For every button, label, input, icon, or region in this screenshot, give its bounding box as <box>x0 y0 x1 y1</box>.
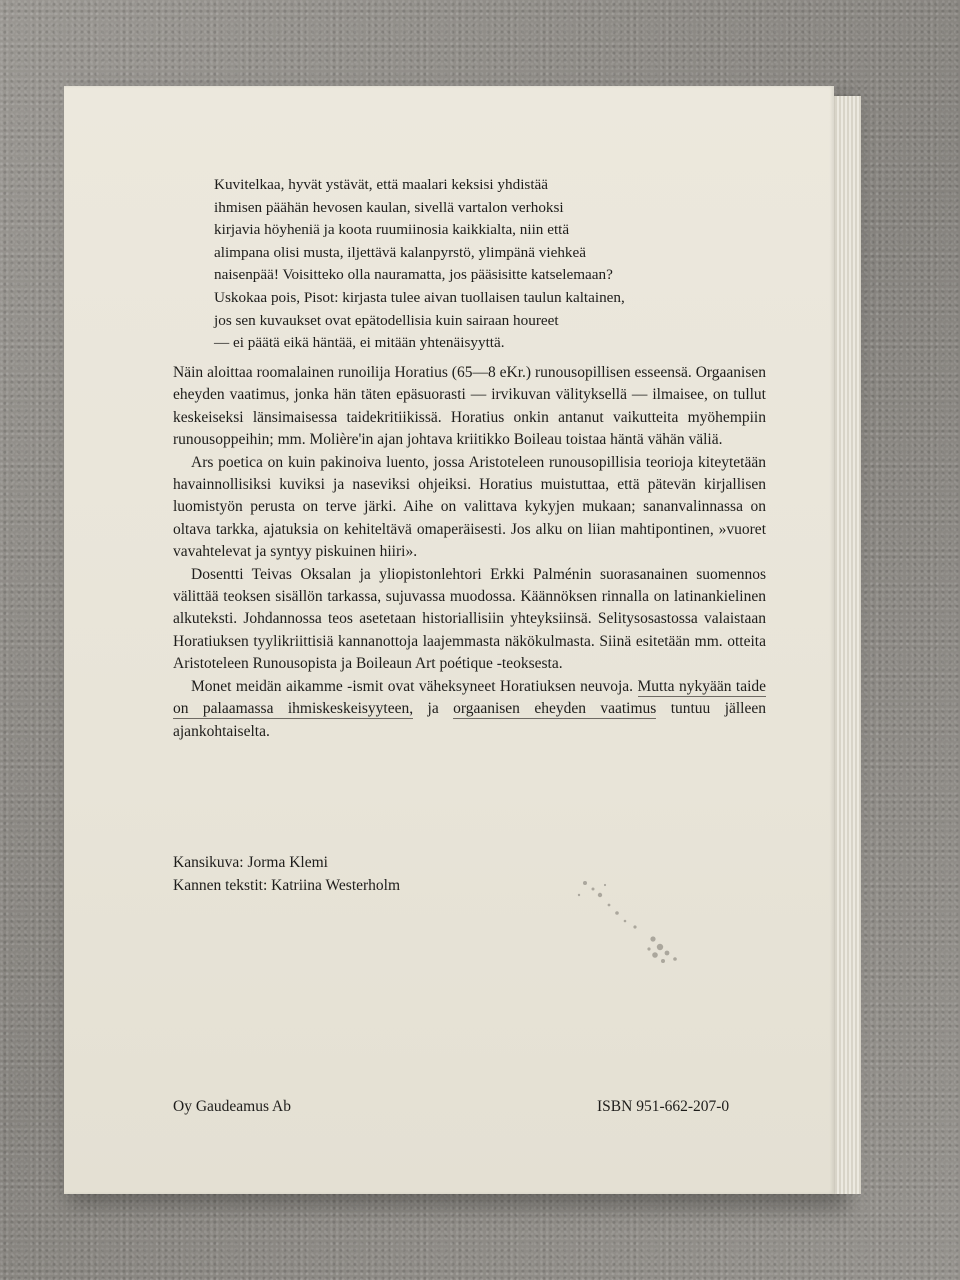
credits <box>173 851 400 897</box>
cover-image-credit: Kansikuva: Jorma Klemi <box>173 854 328 871</box>
quote-line: Uskokaa pois, Pisot: kirjasta tulee aivan tuollaisen taulun kaltainen, <box>214 288 625 306</box>
isbn-number: ISBN 951-662-207-0 <box>597 1098 730 1115</box>
paragraph-intro: Näin aloittaa roomalainen runoilija Horatius (65—8 eKr.) runousopillisen esseensä. Orgaanisen eheyden vaatimus, jonka hän täten epäsuorasti — irvikuvan välityksellä — ilmaisee, on tullut keskeiseksi länsimaisessa taidekritiikissä. Horatius onkin antanut vaikutteita myöhempiin runousoppeihin; mm. Molière'in ajan johtava kriitikko Boileau toistaa häntä vähän väliä. <box>173 364 766 449</box>
quote-line: naisenpää! Voisitteko olla nauramatta, jos pääsisitte katselemaan? <box>214 266 613 284</box>
opening-quote <box>214 174 724 355</box>
paragraph-closing <box>173 676 766 743</box>
quote-line: alimpana olisi musta, iljettävä kalanpyrstö, ylimpänä viehkeä <box>214 243 586 261</box>
closing-text-end: tuntuu jälleen ajankohtaiselta. <box>173 700 766 740</box>
quote-line: ihmisen päähän hevosen kaulan, sivellä vartalon verhoksi <box>214 198 564 216</box>
description-text <box>173 362 766 743</box>
paragraph-ars-poetica: Ars poetica on kuin pakinoiva luento, jossa Aristoteleen runousopillisia teorioja kiteytetään havainnollisiksi kuviksi ja naseviksi ohjeiksi. Horatius muistuttaa, että pätevän kirjallisen luomistyön perusta on terve järki. Aihe on valittava kykyjen mukaan; sananvalinnassa on oltava tarkka, ajatuksia on kehiteltävä omaperäisesti. Jos alku on liian mahtipontinen, »vuoret vavahtelevat ja syntyy piskuinen hiiri». <box>173 453 766 561</box>
publisher-name: Oy Gaudeamus Ab <box>173 1098 291 1115</box>
underlined-phrase-1: Mutta nykyään taide on palaamassa ihmiskeskeisyyteen, <box>173 677 767 718</box>
quote-line: Kuvitelkaa, hyvät ystävät, että maalari keksisi yhdistää <box>214 176 549 193</box>
paragraph-translation: Dosentti Teivas Oksalan ja yliopistonlehtori Erkki Palménin suorasanainen suomennos välittää teoksen sisällön tarkassa, sujuvassa muodossa. Käännöksen rinnalla on latinankielinen alkuteksti. Johdannossa teos asetetaan historiallisiin yhteyksiinsä. Selitysosastossa valaistaan Horatiuksen tyylikriittisiä kannanottoja laajemmasta näkökulmasta. Siinä esitetään mm. otteita Aristoteleen Runousopista ja Boileaun Art poétique -teoksesta. <box>173 565 766 673</box>
cover-texts-credit: Kannen tekstit: Katriina Westerholm <box>173 877 401 894</box>
closing-text-middle: ja <box>413 700 454 718</box>
underlined-phrase-2: orgaanisen eheyden vaatimus <box>453 700 657 718</box>
book-page-edges <box>834 96 861 1194</box>
closing-text-start: Monet meidän aikamme -ismit ovat väheksyneet Horatiuksen neuvoja. <box>191 677 638 695</box>
quote-line: jos sen kuvaukset ovat epätodellisia kuin sairaan houreet <box>214 311 559 329</box>
quote-line: kirjavia höyheniä ja koota ruumiinosia kaikkialta, niin että <box>214 221 570 239</box>
quote-line: — ei päätä eikä häntää, ei mitään yhtenäisyyttä. <box>214 334 505 352</box>
ink-stain <box>565 865 705 985</box>
